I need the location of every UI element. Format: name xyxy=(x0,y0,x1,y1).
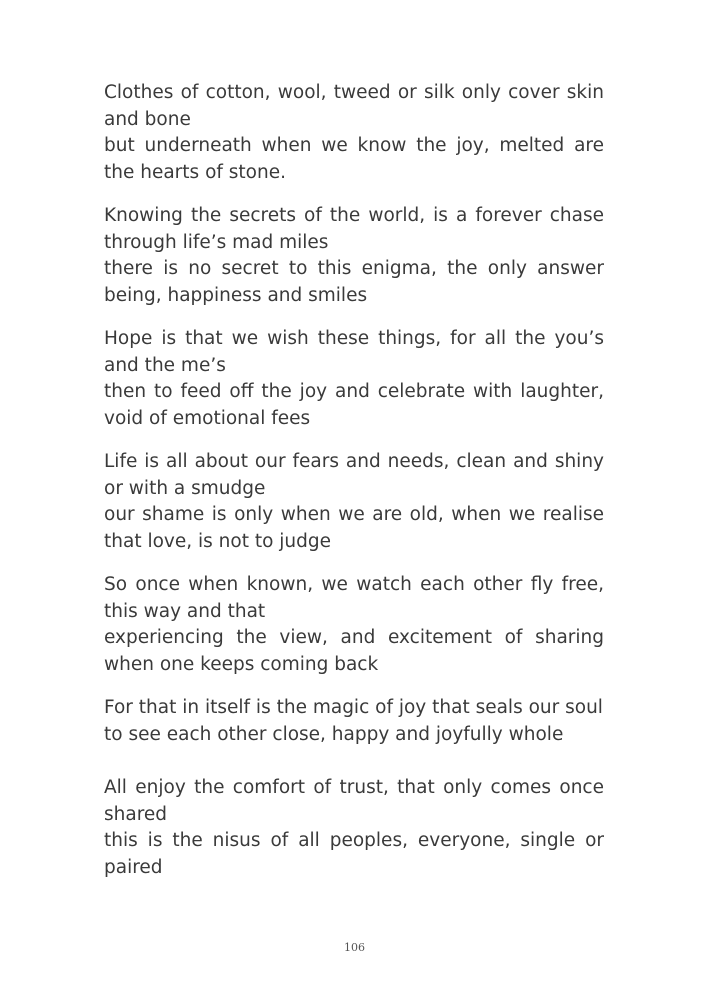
poem-line: Clothes of cotton, wool, tweed or silk only cover skin and bone xyxy=(104,82,604,130)
poem-line: Life is all about our fears and needs, clean and shiny or with a smudge xyxy=(104,451,604,499)
poem-line: Hope is that we wish these things, for all the you’s and the me’s xyxy=(104,328,604,376)
poem-line: All enjoy the comfort of trust, that only comes once shared xyxy=(104,777,604,825)
stanza-5 xyxy=(104,572,604,678)
poem-line: there is no secret to this enigma, the only answer being, happiness and smiles xyxy=(104,258,604,306)
poem-body xyxy=(104,80,604,898)
stanza-3 xyxy=(104,326,604,432)
stanza-7 xyxy=(104,775,604,881)
poem-line: to see each other close, happy and joyfully whole xyxy=(104,723,564,745)
stanza-2 xyxy=(104,203,604,309)
poem-line: our shame is only when we are old, when we realise that love, is not to judge xyxy=(104,504,604,552)
stanza-6 xyxy=(104,695,604,748)
poem-line: experiencing the view, and excitement of sharing when one keeps coming back xyxy=(104,627,604,675)
poem-line: So once when known, we watch each other fly free, this way and that xyxy=(104,574,604,622)
poem-line: but underneath when we know the joy, melted are the hearts of stone. xyxy=(104,135,604,183)
stanza-1 xyxy=(104,80,604,186)
poem-line: then to feed off the joy and celebrate with laughter, void of emotional fees xyxy=(104,381,604,429)
poem-line: this is the nisus of all peoples, everyone, single or paired xyxy=(104,830,604,878)
poem-line: For that in itself is the magic of joy that seals our soul xyxy=(104,697,603,718)
stanza-4 xyxy=(104,449,604,555)
page-number: 106 xyxy=(344,941,365,954)
poem-line: Knowing the secrets of the world, is a forever chase through life’s mad miles xyxy=(104,205,604,253)
